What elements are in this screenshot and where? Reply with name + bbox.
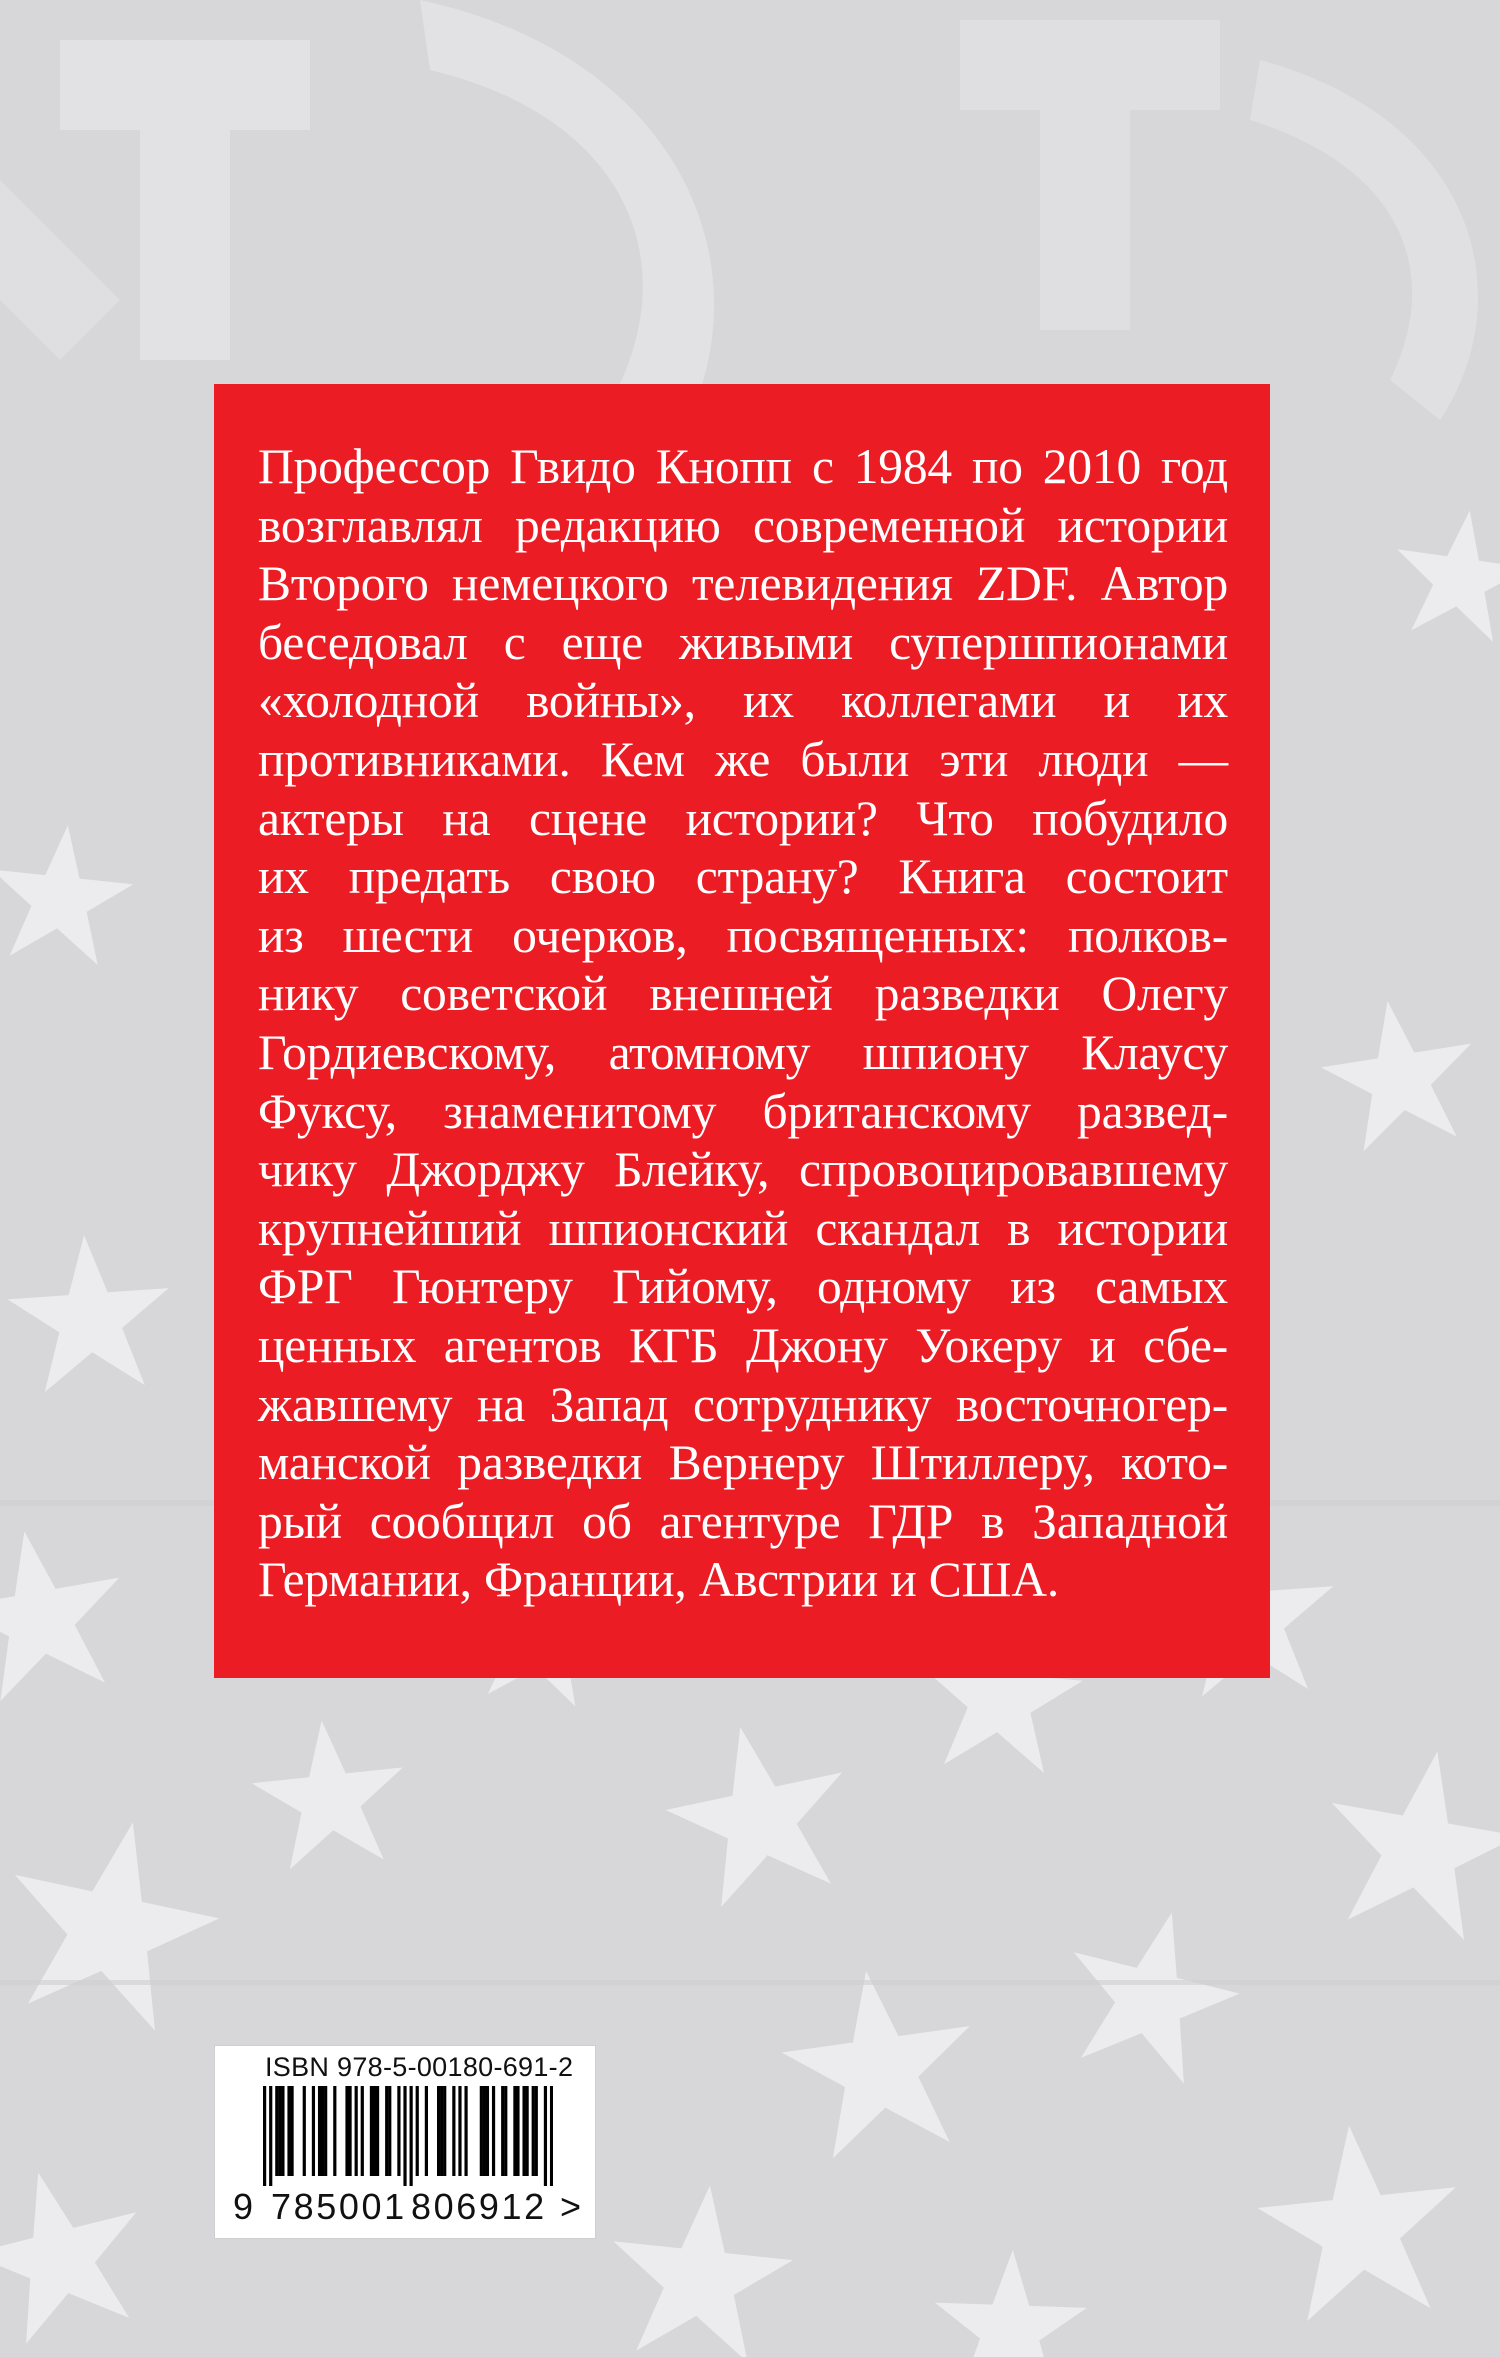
annotation-box bbox=[214, 384, 1270, 1678]
barcode-bar bbox=[526, 2086, 529, 2176]
barcode-bar bbox=[333, 2086, 336, 2176]
barcode-bar bbox=[522, 2086, 525, 2176]
description-line: Профессор Гвидо Кнопп с 1984 по 2010 год bbox=[258, 439, 1228, 494]
barcode-bar bbox=[437, 2086, 440, 2176]
barcode-bar bbox=[269, 2086, 272, 2186]
barcode-bar bbox=[480, 2086, 483, 2176]
barcode-bar bbox=[486, 2086, 489, 2176]
barcode-bar bbox=[278, 2086, 281, 2176]
barcode-bar bbox=[464, 2086, 467, 2176]
description-line: нику советской внешней разведки Олегу bbox=[258, 966, 1228, 1022]
barcode-icon bbox=[263, 2086, 553, 2186]
barcode-bar bbox=[263, 2086, 266, 2186]
barcode-bar bbox=[452, 2086, 455, 2176]
barcode-bar bbox=[385, 2086, 388, 2176]
description-line: «холодной войны», их коллегами и их bbox=[258, 673, 1228, 729]
barcode-bar bbox=[345, 2086, 348, 2176]
barcode-bar bbox=[458, 2086, 461, 2176]
barcode-bar bbox=[483, 2086, 486, 2176]
description-line: жавшему на Запад сотруднику восточногер- bbox=[258, 1376, 1228, 1432]
isbn-label: ISBN 978-5-00180-691-2 bbox=[265, 2052, 574, 2082]
description-line: возглавлял редакцию современной истории bbox=[258, 497, 1228, 553]
barcode-bar bbox=[535, 2086, 538, 2176]
barcode-bar bbox=[440, 2086, 443, 2176]
description-line: беседовал с еще живыми супершпионами bbox=[258, 614, 1228, 670]
barcode-bar bbox=[513, 2086, 516, 2176]
barcode-bar bbox=[544, 2086, 547, 2186]
barcode-bar bbox=[403, 2086, 406, 2186]
barcode-bar bbox=[321, 2086, 324, 2176]
barcode-bar bbox=[355, 2086, 358, 2176]
barcode-bar bbox=[501, 2086, 504, 2176]
barcode-bar bbox=[370, 2086, 373, 2176]
barcode-bar bbox=[290, 2086, 293, 2176]
barcode-bar bbox=[492, 2086, 495, 2176]
description-line: противниками. Кем же были эти люди — bbox=[258, 731, 1228, 787]
barcode-digits-group-2: 806912 bbox=[411, 2186, 547, 2227]
barcode-digits-group-1: 785001 bbox=[271, 2186, 407, 2227]
barcode-bar bbox=[416, 2086, 419, 2176]
barcode-bar bbox=[348, 2086, 351, 2176]
description-line: ценных агентов КГБ Джону Уокеру и сбе- bbox=[258, 1317, 1228, 1373]
description-line: Фуксу, знаменитому британскому развед- bbox=[258, 1083, 1228, 1139]
description-line: Гордиевскому, атомному шпиону Клаусу bbox=[258, 1024, 1228, 1080]
barcode-bar bbox=[397, 2086, 400, 2176]
description-line: их предать свою страну? Книга состоит bbox=[258, 849, 1228, 905]
description-line: рый сообщил об агентуре ГДР в Западной bbox=[258, 1493, 1228, 1549]
description-line: манской разведки Вернеру Штиллеру, кото- bbox=[258, 1435, 1228, 1491]
barcode-bar bbox=[303, 2086, 306, 2176]
barcode-bar bbox=[324, 2086, 327, 2176]
barcode-digit-first: 9 bbox=[233, 2186, 255, 2227]
description-line: актеры на сцене истории? Что побудило bbox=[258, 790, 1228, 846]
barcode-bar bbox=[410, 2086, 413, 2186]
barcode-bar bbox=[275, 2086, 278, 2176]
barcode-bar bbox=[373, 2086, 376, 2176]
barcode-bar bbox=[516, 2086, 519, 2176]
description-line: Германии, Франции, Австрии и США. bbox=[258, 1552, 1060, 1608]
barcode-bar bbox=[388, 2086, 391, 2176]
barcode-panel bbox=[214, 2045, 596, 2239]
barcode-bar bbox=[318, 2086, 321, 2176]
description-line: крупнейший шпионский скандал в истории bbox=[258, 1200, 1228, 1256]
barcode-bar bbox=[376, 2086, 379, 2176]
barcode-bar bbox=[281, 2086, 284, 2176]
barcode-bar bbox=[361, 2086, 364, 2176]
description-line: чику Джорджу Блейку, спровоцировавшему bbox=[258, 1142, 1228, 1198]
barcode-bar bbox=[443, 2086, 446, 2176]
barcode-bar bbox=[425, 2086, 428, 2176]
description-line: ФРГ Гюнтеру Гийому, одному из самых bbox=[258, 1259, 1228, 1315]
description-line: Второго немецкого телевидения ZDF. Автор bbox=[258, 556, 1228, 612]
description-line: из шести очерков, посвященных: полков- bbox=[258, 907, 1228, 963]
barcode-bar bbox=[287, 2086, 290, 2176]
barcode-bar bbox=[550, 2086, 553, 2186]
barcode-bar bbox=[504, 2086, 507, 2176]
barcode-bar bbox=[532, 2086, 535, 2176]
book-description bbox=[258, 438, 1228, 1610]
barcode-arrow: > bbox=[560, 2186, 583, 2227]
barcode-bar bbox=[312, 2086, 315, 2176]
